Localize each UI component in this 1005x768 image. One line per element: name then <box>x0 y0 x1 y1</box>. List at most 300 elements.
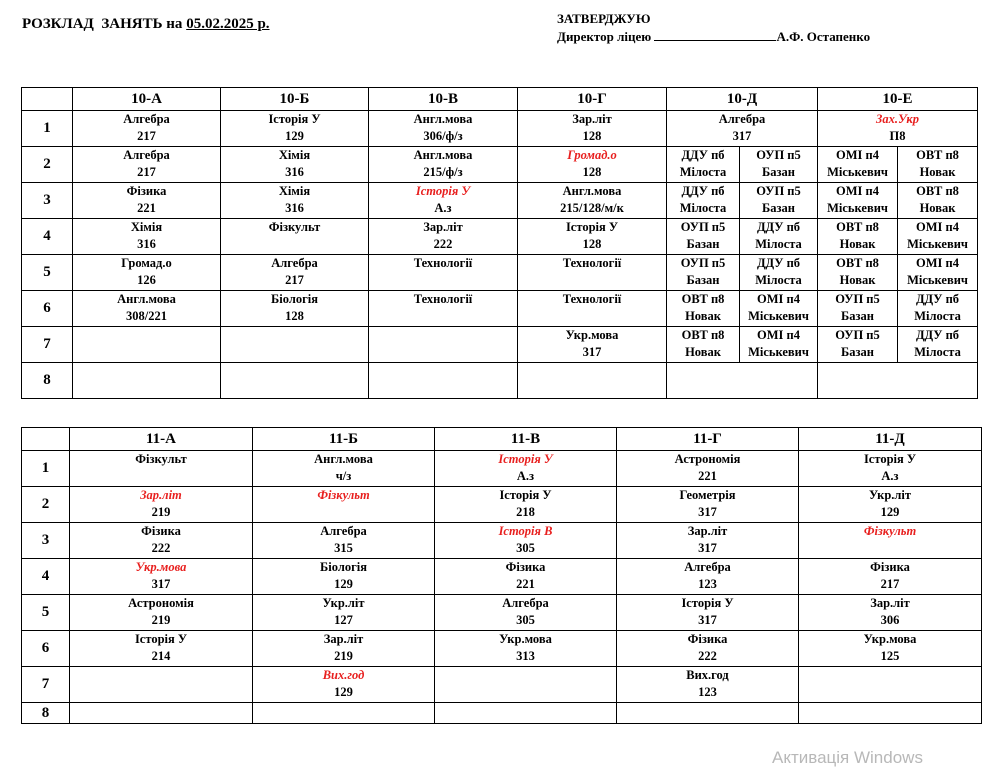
approval-name: А.Ф. Остапенко <box>776 29 871 44</box>
lesson-cell <box>667 183 740 219</box>
class-header: 10-Г <box>518 88 667 111</box>
lesson-number: 5 <box>22 595 70 631</box>
room-number: Мілоста <box>914 345 961 359</box>
room-number: Базан <box>762 201 795 215</box>
header-row <box>22 428 982 451</box>
table-row <box>22 111 978 147</box>
room-number: 222 <box>151 541 171 555</box>
table-row <box>22 631 982 667</box>
windows-activation-watermark: Активація Windows <box>772 748 923 767</box>
table-row <box>22 327 978 363</box>
subject-name: ДДУ пб <box>681 148 725 162</box>
lesson-cell <box>740 255 818 291</box>
subject-name: Громад.о <box>121 256 172 270</box>
lesson-number: 2 <box>22 147 73 183</box>
subject-name: Технології <box>413 256 473 270</box>
room-number: 222 <box>698 649 717 663</box>
class-header: 10-Б <box>221 88 369 111</box>
lesson-cell <box>898 327 978 363</box>
subject-name: Фізкульт <box>268 220 321 234</box>
lesson-cell <box>435 559 617 595</box>
lesson-cell <box>221 291 369 327</box>
subject-name: Історія У <box>565 220 619 234</box>
room-number: 315 <box>334 541 353 555</box>
lesson-cell <box>73 363 221 399</box>
room-number: 317 <box>582 345 602 359</box>
room-number: 317 <box>698 541 717 555</box>
subject-name: Фізкульт <box>317 488 370 502</box>
subject-name: Укр.мова <box>565 328 619 342</box>
subject-name: Зар.літ <box>140 488 182 502</box>
room-number: Міськевич <box>907 237 968 251</box>
lesson-cell <box>617 523 799 559</box>
lesson-cell <box>70 631 253 667</box>
lesson-cell <box>253 631 435 667</box>
lesson-cell <box>617 559 799 595</box>
subject-name: ДДУ пб <box>681 184 725 198</box>
subject-name: ОУП п5 <box>835 328 880 342</box>
room-number: 317 <box>732 129 752 143</box>
lesson-cell <box>369 111 518 147</box>
subject-name: Історія У <box>499 488 552 502</box>
subject-name: Геометрія <box>679 488 736 502</box>
table-row <box>22 559 982 595</box>
title-prefix: РОЗКЛАД ЗАНЯТЬ на <box>22 16 187 32</box>
lesson-cell <box>518 255 667 291</box>
lesson-cell <box>518 291 667 327</box>
schedule-table-grade11 <box>21 427 982 724</box>
lesson-cell <box>818 255 898 291</box>
lesson-cell <box>898 291 978 327</box>
room-number: 219 <box>151 505 171 519</box>
subject-name: Укр.літ <box>322 596 365 610</box>
subject-name: Укр.мова <box>499 632 552 646</box>
lesson-cell <box>221 363 369 399</box>
room-number: 217 <box>137 129 156 143</box>
lesson-cell <box>369 291 518 327</box>
subject-name: Історія В <box>498 524 553 538</box>
lesson-cell <box>617 487 799 523</box>
lesson-number: 8 <box>22 363 73 399</box>
lesson-cell <box>435 451 617 487</box>
subject-name: ОМІ п4 <box>916 220 959 234</box>
room-number: Міськевич <box>907 273 968 287</box>
subject-name: Укр.мова <box>135 560 187 574</box>
lesson-number: 8 <box>22 703 70 724</box>
lesson-cell <box>799 451 982 487</box>
lesson-cell <box>435 523 617 559</box>
room-number: Базан <box>686 237 720 251</box>
subject-name: Вих.год <box>686 668 729 682</box>
subject-name: Алгебра <box>271 256 318 270</box>
lesson-cell <box>518 363 667 399</box>
room-number: Мілоста <box>755 237 802 251</box>
lesson-cell <box>435 487 617 523</box>
room-number: 129 <box>285 129 304 143</box>
subject-name: ОВТ п8 <box>916 148 959 162</box>
lesson-cell <box>518 327 667 363</box>
subject-name: Зар.літ <box>323 632 364 646</box>
subject-name: Англ.мова <box>413 112 473 126</box>
lesson-cell <box>799 523 982 559</box>
subject-name: Громад.о <box>567 148 617 162</box>
room-number: Базан <box>841 345 875 359</box>
lesson-cell <box>253 487 435 523</box>
room-number: 129 <box>334 577 353 591</box>
subject-name: ДДУ пб <box>915 328 960 342</box>
room-number: 316 <box>137 237 156 251</box>
subject-name: Алгебра <box>320 524 367 538</box>
room-number: А.з <box>881 469 899 483</box>
subject-name: ОУП п5 <box>756 184 801 198</box>
subject-name: Зар.літ <box>572 112 612 126</box>
lesson-cell <box>369 219 518 255</box>
lesson-cell <box>70 451 253 487</box>
room-number: Новак <box>919 165 956 179</box>
subject-name: Історія У <box>268 112 321 126</box>
room-number: Новак <box>685 345 721 359</box>
lesson-cell <box>818 111 978 147</box>
lesson-cell <box>221 327 369 363</box>
room-number: Мілоста <box>755 273 802 287</box>
table-row <box>22 219 978 255</box>
room-number: 128 <box>582 165 602 179</box>
subject-name: ОУП п5 <box>680 220 726 234</box>
room-number: 221 <box>137 201 156 215</box>
room-number: Новак <box>685 309 721 323</box>
subject-name: ОМІ п4 <box>836 148 879 162</box>
room-number: П8 <box>889 129 906 143</box>
lesson-cell <box>221 147 369 183</box>
room-number: Мілоста <box>914 309 961 323</box>
room-number: 218 <box>516 505 535 519</box>
room-number: Мілоста <box>679 165 727 179</box>
room-number: 128 <box>285 309 304 323</box>
lesson-cell <box>667 327 740 363</box>
subject-name: Технології <box>562 292 622 306</box>
room-number: 219 <box>151 613 171 627</box>
room-number: 317 <box>698 505 717 519</box>
room-number: 308/221 <box>126 309 167 323</box>
subject-name: ОВТ п8 <box>836 256 879 270</box>
class-header: 11-Г <box>617 428 799 451</box>
lesson-cell <box>518 183 667 219</box>
lesson-cell <box>435 595 617 631</box>
room-number: Новак <box>839 273 876 287</box>
lesson-cell <box>518 219 667 255</box>
lesson-cell <box>73 111 221 147</box>
lesson-cell <box>73 183 221 219</box>
lesson-cell <box>435 631 617 667</box>
subject-name: Фізика <box>687 632 728 646</box>
subject-name: Алгебра <box>123 112 170 126</box>
subject-name: Зах.Укр <box>876 112 919 126</box>
table-row <box>22 703 982 724</box>
schedule-title <box>22 16 270 33</box>
subject-name: ОМІ п4 <box>916 256 959 270</box>
lesson-cell <box>73 291 221 327</box>
room-number: 306 <box>880 613 900 627</box>
subject-name: Алгебра <box>123 148 170 162</box>
lesson-cell <box>221 111 369 147</box>
lesson-cell <box>818 291 898 327</box>
room-number: 317 <box>151 577 171 591</box>
subject-name: Англ.мова <box>413 148 473 162</box>
room-number: 313 <box>516 649 535 663</box>
room-number: 129 <box>334 685 353 699</box>
lesson-cell <box>369 183 518 219</box>
table-row <box>22 363 978 399</box>
subject-name: Історія У <box>415 184 471 198</box>
class-header: 10-Д <box>667 88 818 111</box>
lesson-cell <box>253 667 435 703</box>
room-number: Базан <box>762 165 795 179</box>
lesson-number: 7 <box>22 667 70 703</box>
class-header: 11-Д <box>799 428 982 451</box>
lesson-cell <box>221 219 369 255</box>
lesson-cell <box>518 111 667 147</box>
schedule-date: 05.02.2025 р. <box>186 16 270 32</box>
class-header: 11-Б <box>253 428 435 451</box>
table-row <box>22 291 978 327</box>
room-number: 215/128/м/к <box>560 201 624 215</box>
table-row <box>22 487 982 523</box>
lesson-cell <box>617 451 799 487</box>
class-header: 10-В <box>369 88 518 111</box>
lesson-cell <box>740 327 818 363</box>
subject-name: Історія У <box>863 452 917 466</box>
table-row <box>22 183 978 219</box>
lesson-cell <box>253 451 435 487</box>
lesson-cell <box>740 291 818 327</box>
lesson-cell <box>369 363 518 399</box>
lesson-cell <box>740 183 818 219</box>
approval-title: ЗАТВЕРДЖУЮ <box>557 11 651 26</box>
subject-name: Фізика <box>141 524 181 538</box>
corner-cell <box>22 88 73 111</box>
subject-name: Англ.мова <box>562 184 622 198</box>
room-number: 217 <box>880 577 900 591</box>
lesson-cell <box>799 703 982 724</box>
lesson-cell <box>818 363 978 399</box>
room-number: 217 <box>137 165 156 179</box>
subject-name: Технології <box>413 292 473 306</box>
lesson-cell <box>518 147 667 183</box>
lesson-number: 4 <box>22 219 73 255</box>
corner-cell <box>22 428 70 451</box>
room-number: 128 <box>582 129 602 143</box>
room-number: 217 <box>285 273 304 287</box>
class-header: 11-В <box>435 428 617 451</box>
lesson-cell <box>667 111 818 147</box>
subject-name: Зар.літ <box>687 524 728 538</box>
room-number: Новак <box>839 237 876 251</box>
lesson-cell <box>73 327 221 363</box>
lesson-number: 6 <box>22 631 70 667</box>
table-row <box>22 595 982 631</box>
lesson-cell <box>667 363 818 399</box>
subject-name: Фізкульт <box>863 524 917 538</box>
subject-name: Зар.літ <box>423 220 463 234</box>
lesson-number: 3 <box>22 183 73 219</box>
schedule-table-grade10 <box>21 87 978 399</box>
lesson-cell <box>898 255 978 291</box>
subject-name: Біологія <box>271 292 318 306</box>
header-row <box>22 88 978 111</box>
room-number: 317 <box>698 613 717 627</box>
subject-name: ОМІ п4 <box>757 328 800 342</box>
lesson-cell <box>818 147 898 183</box>
room-number: 222 <box>433 237 453 251</box>
lesson-number: 2 <box>22 487 70 523</box>
subject-name: Зар.літ <box>870 596 910 610</box>
subject-name: Англ.мова <box>314 452 373 466</box>
lesson-cell <box>898 219 978 255</box>
lesson-cell <box>667 291 740 327</box>
lesson-cell <box>70 487 253 523</box>
subject-name: Історія У <box>134 632 188 646</box>
lesson-cell <box>73 147 221 183</box>
lesson-cell <box>799 559 982 595</box>
lesson-cell <box>617 631 799 667</box>
room-number: Міськевич <box>748 309 809 323</box>
lesson-cell <box>799 667 982 703</box>
lesson-number: 1 <box>22 111 73 147</box>
room-number: 129 <box>880 505 900 519</box>
lesson-cell <box>369 255 518 291</box>
lesson-number: 7 <box>22 327 73 363</box>
room-number: ч/з <box>335 469 352 483</box>
approval-signature-line <box>557 28 870 46</box>
subject-name: Технології <box>562 256 622 270</box>
lesson-cell <box>435 667 617 703</box>
room-number: 214 <box>151 649 171 663</box>
room-number: Базан <box>686 273 720 287</box>
room-number: А.з <box>434 201 452 215</box>
table-row <box>22 523 982 559</box>
lesson-cell <box>617 595 799 631</box>
subject-name: Укр.мова <box>863 632 917 646</box>
room-number: Міськевич <box>827 165 888 179</box>
subject-name: ДДУ пб <box>915 292 960 306</box>
room-number: 128 <box>582 237 602 251</box>
subject-name: Укр.літ <box>868 488 912 502</box>
subject-name: ОУП п5 <box>680 256 726 270</box>
subject-name: Англ.мова <box>117 292 176 306</box>
subject-name: Фізика <box>870 560 910 574</box>
subject-name: Фізика <box>126 184 167 198</box>
subject-name: ОВТ п8 <box>681 292 725 306</box>
subject-name: ОВТ п8 <box>836 220 879 234</box>
room-number: Міськевич <box>748 345 809 359</box>
subject-name: Хімія <box>278 148 311 162</box>
signature-line <box>654 28 776 41</box>
room-number: Базан <box>841 309 875 323</box>
subject-name: Алгебра <box>502 596 549 610</box>
subject-name: Хімія <box>278 184 311 198</box>
table-row <box>22 451 982 487</box>
room-number: Новак <box>919 201 956 215</box>
subject-name: Історія У <box>681 596 734 610</box>
lesson-cell <box>617 703 799 724</box>
room-number: Мілоста <box>679 201 727 215</box>
lesson-cell <box>898 147 978 183</box>
subject-name: ДДУ пб <box>756 220 801 234</box>
lesson-cell <box>740 147 818 183</box>
lesson-number: 6 <box>22 291 73 327</box>
subject-name: Алгебра <box>718 112 766 126</box>
subject-name: ОУП п5 <box>835 292 880 306</box>
lesson-cell <box>70 667 253 703</box>
lesson-cell <box>799 487 982 523</box>
lesson-cell <box>667 219 740 255</box>
lesson-cell <box>253 559 435 595</box>
subject-name: Хімія <box>130 220 163 234</box>
lesson-cell <box>70 523 253 559</box>
class-header: 10-Е <box>818 88 978 111</box>
subject-name: Фізика <box>505 560 546 574</box>
room-number: 125 <box>880 649 900 663</box>
table-row <box>22 255 978 291</box>
table-row <box>22 667 982 703</box>
room-number: 221 <box>516 577 535 591</box>
lesson-cell <box>73 219 221 255</box>
lesson-cell <box>898 183 978 219</box>
lesson-cell <box>73 255 221 291</box>
room-number: 127 <box>334 613 353 627</box>
subject-name: ДДУ пб <box>756 256 801 270</box>
room-number: Міськевич <box>827 201 888 215</box>
subject-name: Історія У <box>498 452 553 466</box>
room-number: 306/ф/з <box>423 129 463 143</box>
lesson-cell <box>253 595 435 631</box>
lesson-cell <box>70 703 253 724</box>
subject-name: ОВТ п8 <box>916 184 959 198</box>
lesson-cell <box>818 327 898 363</box>
room-number: 221 <box>698 469 717 483</box>
lesson-cell <box>253 523 435 559</box>
subject-name: Алгебра <box>684 560 731 574</box>
lesson-cell <box>617 667 799 703</box>
lesson-cell <box>818 219 898 255</box>
subject-name: ОМІ п4 <box>836 184 879 198</box>
lesson-cell <box>70 559 253 595</box>
subject-name: Астрономія <box>674 452 741 466</box>
subject-name: ОВТ п8 <box>681 328 725 342</box>
lesson-cell <box>667 255 740 291</box>
subject-name: Фізкульт <box>135 452 187 466</box>
lesson-cell <box>740 219 818 255</box>
subject-name: Вих.год <box>322 668 365 682</box>
lesson-cell <box>435 703 617 724</box>
lesson-cell <box>70 595 253 631</box>
room-number: А.з <box>516 469 535 483</box>
lesson-number: 1 <box>22 451 70 487</box>
lesson-number: 4 <box>22 559 70 595</box>
room-number: 316 <box>285 201 304 215</box>
approval-block <box>557 10 870 46</box>
subject-name: Астрономія <box>128 596 194 610</box>
room-number: 219 <box>334 649 353 663</box>
lesson-cell <box>667 147 740 183</box>
room-number: 305 <box>516 541 535 555</box>
lesson-cell <box>221 255 369 291</box>
lesson-cell <box>799 595 982 631</box>
lesson-cell <box>369 147 518 183</box>
room-number: 123 <box>698 685 717 699</box>
lesson-number: 3 <box>22 523 70 559</box>
lesson-number: 5 <box>22 255 73 291</box>
